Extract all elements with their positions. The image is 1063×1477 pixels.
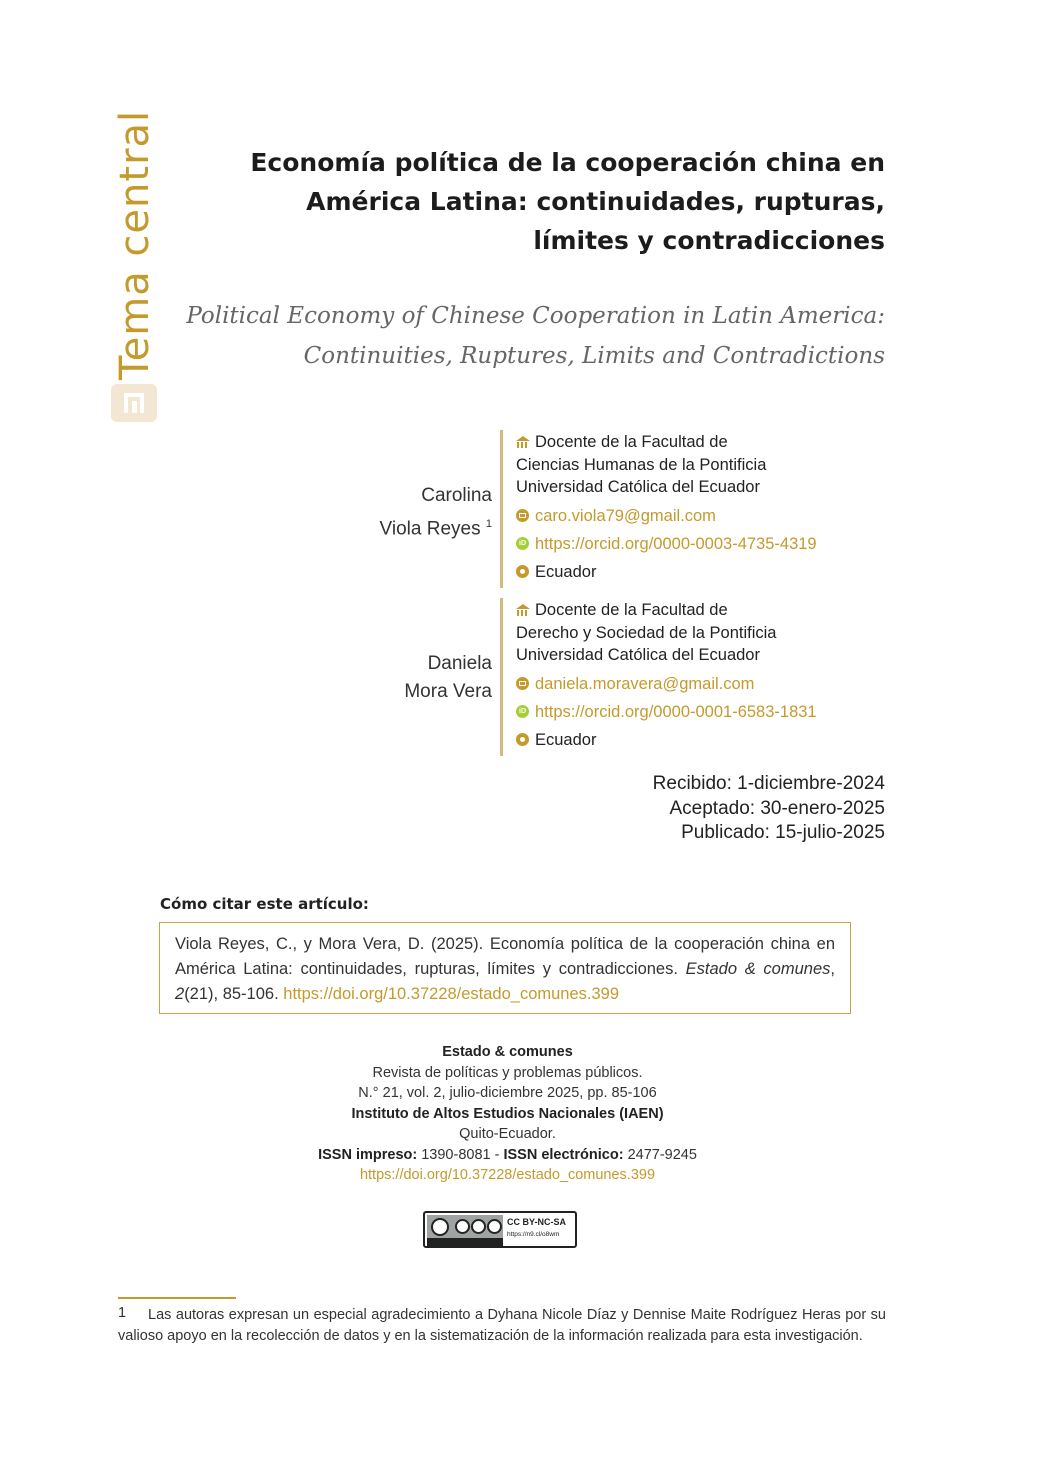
accepted-date: Aceptado: 30-enero-2025	[669, 797, 885, 819]
journal-issue: N.° 21, vol. 2, julio-diciembre 2025, pp. 85-106	[358, 1085, 657, 1101]
section-label	[110, 109, 160, 380]
license-label: CC BY-NC-SA	[507, 1217, 567, 1227]
author-affiliation-block	[500, 430, 896, 588]
email-link[interactable]: daniela.moravera@gmail.com	[535, 674, 755, 693]
orcid-icon	[516, 705, 529, 718]
journal-city: Quito-Ecuador.	[459, 1126, 556, 1142]
email-icon	[516, 509, 529, 522]
affiliation-line: Derecho y Sociedad de la Pontificia	[516, 623, 777, 642]
footnote-rule	[118, 1297, 236, 1299]
author-last-name: Mora Vera	[404, 681, 492, 702]
issn-electronic-label: ISSN electrónico:	[503, 1146, 624, 1163]
institution-icon	[516, 604, 530, 616]
journal-institute: Instituto de Altos Estudios Nacionales (IAEN)	[351, 1105, 664, 1122]
footnote-ref[interactable]: 1	[485, 518, 492, 530]
citation-journal: Estado & comunes	[685, 960, 831, 978]
orcid-link[interactable]: https://orcid.org/0000-0003-4735-4319	[535, 534, 817, 553]
affiliation-line: Docente de la Facultad de	[535, 601, 728, 619]
journal-doi-link[interactable]: https://doi.org/10.37228/estado_comunes.399	[359, 1167, 656, 1183]
footnote-number: 1	[118, 1305, 127, 1321]
cc-license-badge[interactable]	[423, 1211, 577, 1248]
country: Ecuador	[535, 562, 597, 581]
cc-bar	[427, 1238, 503, 1246]
citation-box: Viola Reyes, C., y Mora Vera, D. (2025). Economía política de la cooperación china en América Latina: continuidades, rupturas, límites y contradicciones. Estado & comunes, 2(21), 85-106. https://doi.org/10.37228/estado_comunes.399	[159, 922, 851, 1014]
journal-logo-icon	[111, 384, 157, 422]
affiliation-line: Universidad Católica del Ecuador	[516, 478, 760, 496]
journal-description: Revista de políticas y problemas públicos.	[372, 1064, 643, 1081]
article-dates	[653, 772, 885, 846]
journal-info	[240, 1042, 775, 1186]
nc-icon	[471, 1219, 486, 1234]
author-name	[404, 650, 492, 706]
affiliation-line: Docente de la Facultad de	[535, 433, 728, 451]
orcid-icon	[516, 537, 529, 550]
citation-issue-pages: (21), 85-106.	[184, 985, 279, 1003]
sa-icon	[487, 1219, 502, 1234]
author-first-name: Daniela	[427, 653, 492, 674]
institution-icon	[516, 436, 530, 448]
citation-doi-link[interactable]: https://doi.org/10.37228/estado_comunes.399	[283, 985, 620, 1003]
author-affiliation-block	[500, 598, 896, 756]
journal-name: Estado & comunes	[442, 1044, 573, 1060]
footnote-text: Las autoras expresan un especial agradecimiento a Dyhana Nicole Díaz y Dennise Maite Rodríguez Heras por su valioso apoyo en la recolección de datos y en la sistematización de la información realizada para esta investigación.	[118, 1307, 886, 1344]
published-date: Publicado: 15-julio-2025	[681, 822, 885, 843]
citation-text: Viola Reyes, C., y Mora Vera, D. (2025). Economía política de la cooperación china en América Latina: continuidades, rupturas, límites y contradicciones.	[175, 935, 835, 978]
citation-heading: Cómo citar este artículo:	[160, 895, 369, 913]
citation-volume: 2	[175, 985, 185, 1003]
issn-separator: -	[490, 1146, 504, 1163]
author-name	[380, 482, 492, 543]
license-link[interactable]: https://n9.cl/o8wm	[507, 1231, 560, 1238]
issn-print: 1390-8081	[421, 1146, 491, 1163]
section-label-text: Tema central	[112, 109, 158, 380]
country: Ecuador	[535, 730, 597, 749]
author-last-name: Viola Reyes	[379, 518, 481, 540]
author-first-name: Carolina	[421, 485, 492, 506]
location-pin-icon	[516, 565, 529, 578]
email-icon	[516, 677, 529, 690]
journal-issn	[240, 1145, 775, 1166]
affiliation-line: Ciencias Humanas de la Pontificia	[516, 455, 767, 474]
article-subtitle: Political Economy of Chinese Cooperation in Latin America: Continuities, Ruptures, Limits and Contradictions	[186, 303, 885, 369]
issn-electronic: 2477-9245	[627, 1146, 697, 1163]
cc-icon	[431, 1218, 449, 1236]
article-title: Economía política de la cooperación china en América Latina: continuidades, rupturas, límites y contradicciones	[250, 148, 885, 255]
location-pin-icon	[516, 733, 529, 746]
received-date: Recibido: 1-diciembre-2024	[652, 773, 885, 794]
email-link[interactable]: caro.viola79@gmail.com	[535, 506, 716, 525]
by-icon	[455, 1219, 470, 1234]
affiliation-line: Universidad Católica del Ecuador	[516, 646, 760, 664]
issn-print-label: ISSN impreso:	[318, 1146, 418, 1163]
orcid-link[interactable]: https://orcid.org/0000-0001-6583-1831	[535, 702, 817, 721]
